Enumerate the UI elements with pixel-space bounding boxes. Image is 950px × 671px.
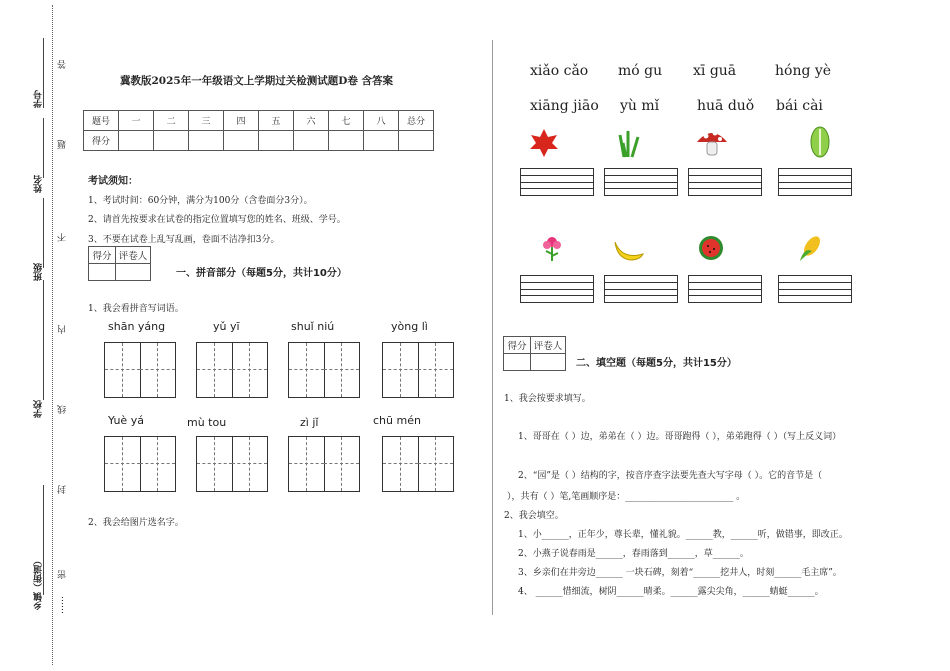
cut-mark: 内 bbox=[58, 325, 68, 334]
mushroom-icon bbox=[695, 126, 729, 158]
pinyin-prompt: yòng lì bbox=[391, 320, 428, 333]
section2-title: 二、填空题（每题5分，共计15分） bbox=[576, 358, 737, 369]
score-table-header-row bbox=[84, 111, 434, 131]
score-header-cell: 四 bbox=[224, 111, 259, 131]
writing-grid[interactable] bbox=[104, 342, 176, 398]
grader-score-label: 得分 bbox=[89, 247, 116, 264]
grader-table bbox=[503, 336, 566, 371]
score-header-cell: 三 bbox=[189, 111, 224, 131]
cut-mark: 线 bbox=[58, 405, 68, 414]
question-2: 2、我会给图片选名字。 bbox=[88, 518, 184, 528]
question-1: 1、我会按要求填写。 bbox=[504, 394, 591, 404]
notice-item: 2、请首先按要求在试卷的指定位置填写您的姓名、班级、学号。 bbox=[88, 215, 346, 225]
question-2-4: 4、 ______惜细流，树阴______晴柔。______露尖尖角，______蜻蜓______。 bbox=[518, 587, 824, 597]
score-header-cell: 二 bbox=[154, 111, 189, 131]
question-2-3: 3、乡亲们在井旁边______ 一块石碑，刻着“______挖井人，时刻______毛主席”。 bbox=[518, 568, 842, 578]
answer-lines[interactable] bbox=[520, 168, 594, 196]
label-name: 姓名 bbox=[34, 175, 44, 193]
answer-lines[interactable] bbox=[778, 168, 852, 196]
label-school: 学校 bbox=[34, 400, 44, 418]
grader-table bbox=[88, 246, 151, 281]
question-1-2-cont: ），共有（ ）笔,笔画顺序是：________________________ 。 bbox=[507, 492, 746, 502]
score-cell[interactable] bbox=[364, 131, 399, 151]
score-cell[interactable] bbox=[189, 131, 224, 151]
label-class: 班级 bbox=[34, 263, 44, 281]
pinyin-prompt: Yuè yá bbox=[108, 414, 144, 427]
grader-score-cell[interactable] bbox=[504, 354, 531, 371]
writing-grid[interactable] bbox=[196, 436, 268, 492]
cut-mark: 封 bbox=[58, 485, 68, 494]
question-1-1: 1、哥哥在（ ）边，弟弟在（ ）边。哥哥跑得（ ），弟弟跑得（ ）（写上反义词） bbox=[518, 432, 842, 442]
pinyin-prompt: shān yáng bbox=[108, 320, 166, 333]
score-header-cell: 七 bbox=[329, 111, 364, 131]
grader-label: 评卷人 bbox=[116, 247, 151, 264]
grader-cell[interactable] bbox=[116, 264, 151, 281]
pinyin-option: bái cài bbox=[776, 98, 823, 114]
pinyin-option: mó gu bbox=[618, 63, 663, 79]
notice-title: 考试须知： bbox=[88, 176, 138, 187]
writing-grid[interactable] bbox=[196, 342, 268, 398]
score-cell[interactable] bbox=[119, 131, 154, 151]
answer-lines[interactable] bbox=[604, 168, 678, 196]
score-cell[interactable] bbox=[329, 131, 364, 151]
field-underline bbox=[43, 280, 44, 400]
notice-item: 1、考试时间：60分钟，满分为100分（含卷面分3分）。 bbox=[88, 196, 313, 206]
score-header-cell: 一 bbox=[119, 111, 154, 131]
pinyin-option: xī guā bbox=[693, 63, 737, 79]
page-title: 冀教版2025年一年级语文上学期过关检测试题D卷 含答案 bbox=[120, 75, 393, 87]
cut-mark: 题 bbox=[58, 140, 68, 149]
pinyin-option: huā duǒ bbox=[697, 98, 755, 114]
column-divider bbox=[492, 40, 493, 615]
score-header-cell: 总分 bbox=[399, 111, 434, 131]
score-table bbox=[83, 110, 434, 151]
notice-item: 3、不要在试卷上乱写乱画，卷面不洁净扣3分。 bbox=[88, 235, 280, 245]
watermelon-icon bbox=[697, 234, 725, 262]
grass-icon bbox=[614, 127, 644, 159]
corn-icon bbox=[796, 233, 826, 263]
score-cell[interactable] bbox=[224, 131, 259, 151]
pinyin-option: xiāng jiāo bbox=[530, 98, 599, 114]
writing-grid[interactable] bbox=[104, 436, 176, 492]
banana-icon bbox=[612, 236, 646, 262]
field-underline bbox=[43, 198, 44, 268]
pinyin-option: hóng yè bbox=[775, 63, 832, 79]
answer-lines[interactable] bbox=[604, 275, 678, 303]
cut-mark: 密 bbox=[58, 570, 68, 579]
label-student-id: 学号 bbox=[34, 90, 44, 108]
cut-mark: 不 bbox=[58, 233, 68, 242]
score-cell[interactable] bbox=[399, 131, 434, 151]
score-header-cell: 六 bbox=[294, 111, 329, 131]
flower-icon bbox=[539, 234, 565, 262]
writing-grid[interactable] bbox=[382, 342, 454, 398]
writing-grid[interactable] bbox=[288, 342, 360, 398]
score-row-label: 得分 bbox=[84, 131, 119, 151]
pinyin-prompt: chū mén bbox=[373, 414, 421, 427]
score-table-score-row bbox=[84, 131, 434, 151]
cabbage-icon bbox=[806, 125, 834, 159]
pinyin-prompt: mù tou bbox=[187, 416, 227, 429]
writing-grid[interactable] bbox=[382, 436, 454, 492]
writing-grid[interactable] bbox=[288, 436, 360, 492]
score-cell[interactable] bbox=[294, 131, 329, 151]
binding-dotted-line bbox=[52, 5, 53, 665]
red-leaf-icon bbox=[528, 127, 560, 159]
pinyin-prompt: yǔ yī bbox=[213, 320, 240, 333]
grader-score-label: 得分 bbox=[504, 337, 531, 354]
score-cell[interactable] bbox=[154, 131, 189, 151]
answer-lines[interactable] bbox=[520, 275, 594, 303]
question-2-1: 1、小______，正年少，尊长辈，懂礼貌。______教，______听，做错事，即改正。 bbox=[518, 530, 848, 540]
pinyin-prompt: zì jǐ bbox=[300, 416, 319, 429]
question-2: 2、我会填空。 bbox=[504, 511, 564, 521]
cut-mark: 答 bbox=[58, 60, 68, 69]
answer-lines[interactable] bbox=[688, 168, 762, 196]
score-header-cell: 八 bbox=[364, 111, 399, 131]
pinyin-option: xiǎo cǎo bbox=[530, 63, 589, 79]
score-header-cell: 题号 bbox=[84, 111, 119, 131]
grader-label: 评卷人 bbox=[531, 337, 566, 354]
answer-lines[interactable] bbox=[688, 275, 762, 303]
question-1-2: 2、“园”是（ ）结构的字，按音序查字法要先查大写字母（ ）。它的音节是（ bbox=[518, 471, 823, 481]
question-2-2: 2、小燕子说春雨是______，春雨落到______，草______。 bbox=[518, 549, 749, 559]
pinyin-option: yù mǐ bbox=[620, 98, 660, 114]
grader-cell[interactable] bbox=[531, 354, 566, 371]
section1-title: 一、拼音部分（每题5分，共计10分） bbox=[176, 268, 347, 279]
label-township: 乡镇（街道） bbox=[34, 556, 44, 610]
answer-lines[interactable] bbox=[778, 275, 852, 303]
pinyin-prompt: shuǐ niú bbox=[291, 320, 335, 333]
grader-score-cell[interactable] bbox=[89, 264, 116, 281]
question-1: 1、我会看拼音写词语。 bbox=[88, 304, 184, 314]
cut-mark-dots: …… bbox=[56, 596, 66, 614]
field-underline bbox=[43, 118, 44, 178]
score-header-cell: 五 bbox=[259, 111, 294, 131]
score-cell[interactable] bbox=[259, 131, 294, 151]
